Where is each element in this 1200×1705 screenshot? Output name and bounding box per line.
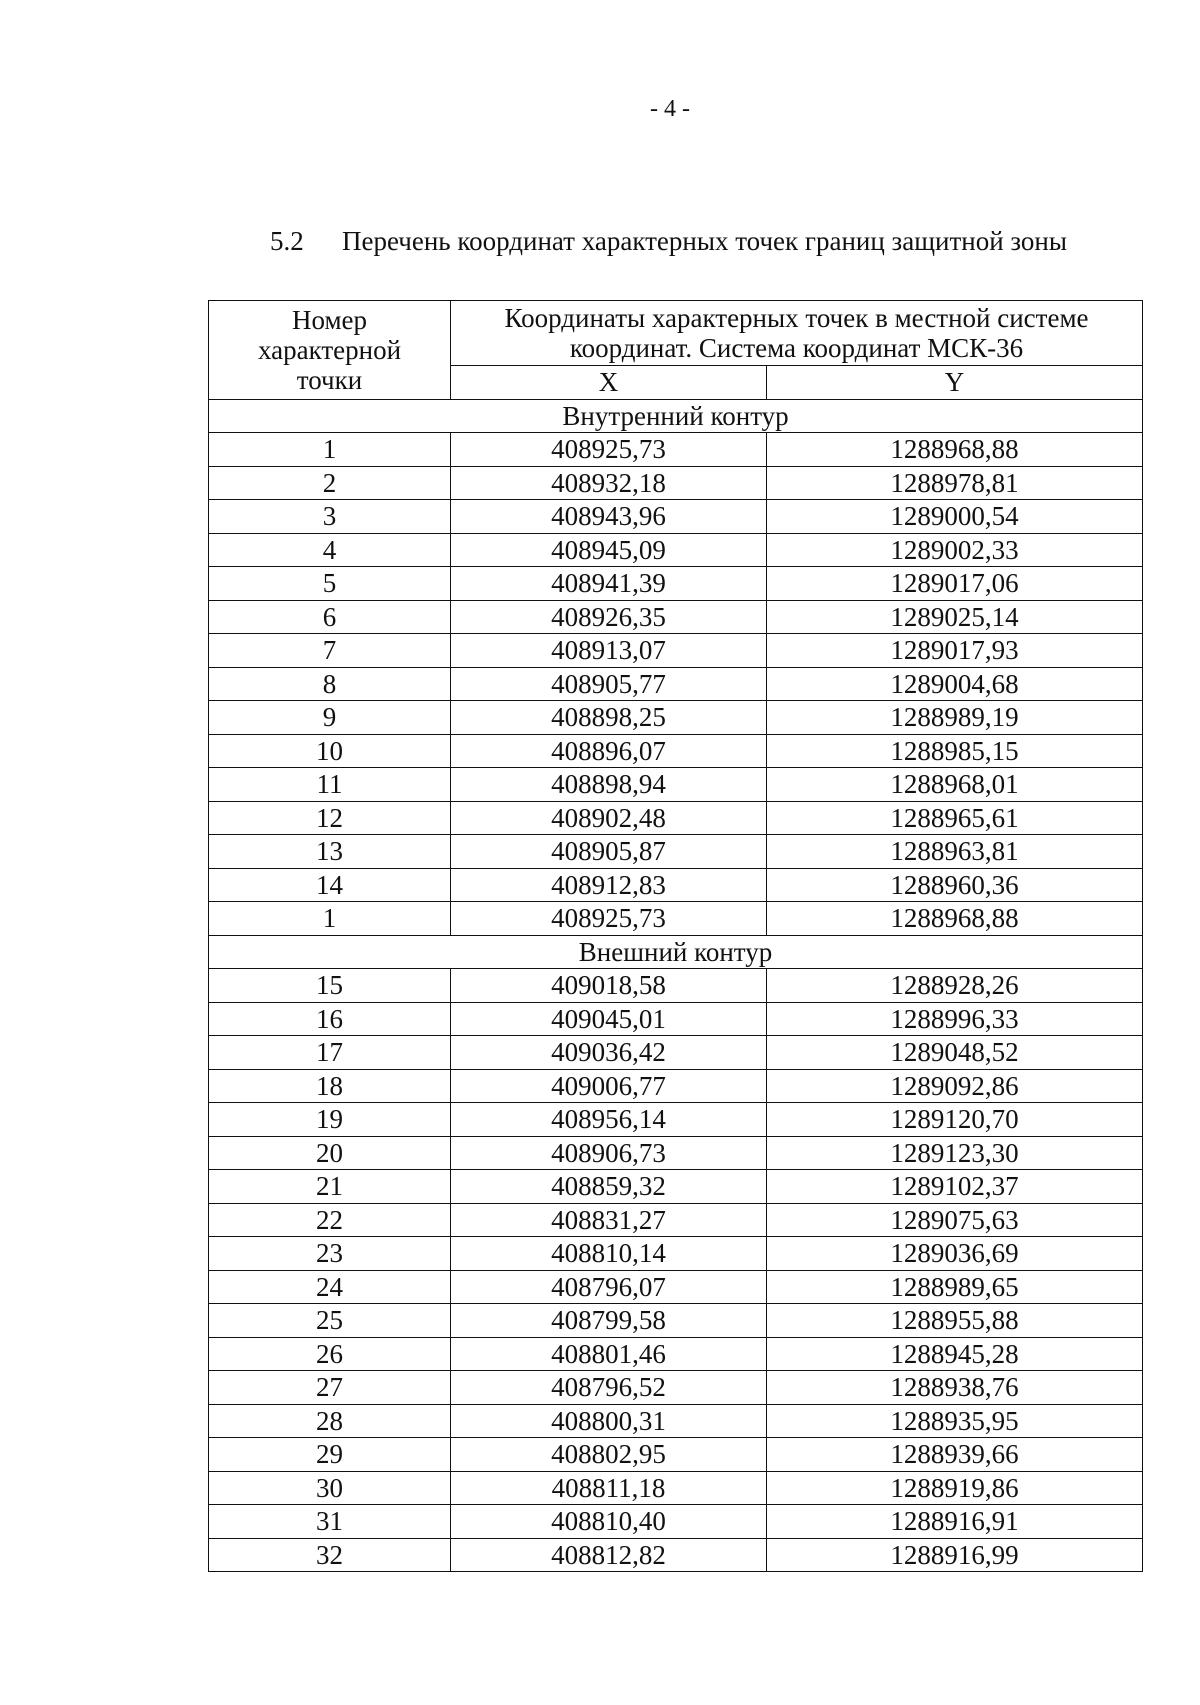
x-coordinate-cell: 409045,01 bbox=[451, 1002, 767, 1036]
table-row bbox=[209, 801, 1143, 835]
y-column-header: Y bbox=[767, 366, 1143, 400]
coordinates-table bbox=[208, 300, 1143, 1572]
x-coordinate-cell: 408802,95 bbox=[451, 1438, 767, 1472]
x-coordinate-cell: 408796,52 bbox=[451, 1371, 767, 1405]
x-coordinate-cell: 408898,25 bbox=[451, 701, 767, 735]
x-column-header: X bbox=[451, 366, 767, 400]
y-coordinate-cell: 1289048,52 bbox=[767, 1036, 1143, 1070]
table-row bbox=[209, 768, 1143, 802]
table-row bbox=[209, 1136, 1143, 1170]
table-row bbox=[209, 634, 1143, 668]
x-coordinate-cell: 408925,73 bbox=[451, 433, 767, 467]
y-coordinate-cell: 1288965,61 bbox=[767, 801, 1143, 835]
point-number-header bbox=[209, 301, 451, 400]
point-number-cell: 14 bbox=[209, 868, 451, 902]
y-coordinate-cell: 1289092,86 bbox=[767, 1069, 1143, 1103]
x-coordinate-cell: 408898,94 bbox=[451, 768, 767, 802]
table-row bbox=[209, 1404, 1143, 1438]
point-number-cell: 13 bbox=[209, 835, 451, 869]
table-row bbox=[209, 1203, 1143, 1237]
point-number-cell: 27 bbox=[209, 1371, 451, 1405]
point-number-cell: 18 bbox=[209, 1069, 451, 1103]
table-row bbox=[209, 1237, 1143, 1271]
table-row bbox=[209, 667, 1143, 701]
x-coordinate-cell: 408796,07 bbox=[451, 1270, 767, 1304]
section-number: 5.2 bbox=[270, 226, 304, 256]
y-coordinate-cell: 1289000,54 bbox=[767, 500, 1143, 534]
x-coordinate-cell: 408859,32 bbox=[451, 1170, 767, 1204]
section-row bbox=[209, 399, 1143, 433]
table-row bbox=[209, 1538, 1143, 1572]
x-coordinate-cell: 408811,18 bbox=[451, 1471, 767, 1505]
coordinates-header-line2: координат. Система координат МСК-36 bbox=[569, 333, 1024, 363]
point-number-cell: 31 bbox=[209, 1505, 451, 1539]
table-header-row bbox=[209, 301, 1143, 366]
x-coordinate-cell: 408932,18 bbox=[451, 466, 767, 500]
x-coordinate-cell: 408831,27 bbox=[451, 1203, 767, 1237]
table-row bbox=[209, 433, 1143, 467]
point-number-cell: 26 bbox=[209, 1337, 451, 1371]
section-heading bbox=[270, 226, 1067, 257]
table-row bbox=[209, 1002, 1143, 1036]
table-row bbox=[209, 1337, 1143, 1371]
x-coordinate-cell: 408925,73 bbox=[451, 902, 767, 936]
x-coordinate-cell: 408941,39 bbox=[451, 567, 767, 601]
point-number-cell: 2 bbox=[209, 466, 451, 500]
table-row bbox=[209, 1438, 1143, 1472]
point-number-cell: 10 bbox=[209, 734, 451, 768]
y-coordinate-cell: 1288938,76 bbox=[767, 1371, 1143, 1405]
y-coordinate-cell: 1289017,06 bbox=[767, 567, 1143, 601]
point-number-header-line1: Номер bbox=[291, 304, 368, 335]
coordinates-table-body bbox=[209, 301, 1143, 1572]
x-coordinate-cell: 409036,42 bbox=[451, 1036, 767, 1070]
point-number-cell: 9 bbox=[209, 701, 451, 735]
y-coordinate-cell: 1289120,70 bbox=[767, 1103, 1143, 1137]
section-title: Внутренний контур bbox=[209, 399, 1143, 433]
x-coordinate-cell: 408905,77 bbox=[451, 667, 767, 701]
x-coordinate-cell: 408906,73 bbox=[451, 1136, 767, 1170]
y-coordinate-cell: 1288968,88 bbox=[767, 433, 1143, 467]
y-coordinate-cell: 1289123,30 bbox=[767, 1136, 1143, 1170]
table-row bbox=[209, 1170, 1143, 1204]
point-number-cell: 16 bbox=[209, 1002, 451, 1036]
y-coordinate-cell: 1289102,37 bbox=[767, 1170, 1143, 1204]
table-row bbox=[209, 902, 1143, 936]
table-row bbox=[209, 567, 1143, 601]
x-coordinate-cell: 408799,58 bbox=[451, 1304, 767, 1338]
point-number-cell: 8 bbox=[209, 667, 451, 701]
x-coordinate-cell: 408926,35 bbox=[451, 600, 767, 634]
point-number-header-line3: точки bbox=[296, 364, 363, 395]
point-number-cell: 1 bbox=[209, 902, 451, 936]
point-number-cell: 19 bbox=[209, 1103, 451, 1137]
point-number-cell: 12 bbox=[209, 801, 451, 835]
table-row bbox=[209, 500, 1143, 534]
section-title: Перечень координат характерных точек границ защитной зоны bbox=[342, 226, 1067, 256]
y-coordinate-cell: 1288945,28 bbox=[767, 1337, 1143, 1371]
x-coordinate-cell: 408902,48 bbox=[451, 801, 767, 835]
y-coordinate-cell: 1288963,81 bbox=[767, 835, 1143, 869]
x-coordinate-cell: 408913,07 bbox=[451, 634, 767, 668]
x-coordinate-cell: 408905,87 bbox=[451, 835, 767, 869]
y-coordinate-cell: 1289004,68 bbox=[767, 667, 1143, 701]
table-row bbox=[209, 1471, 1143, 1505]
x-coordinate-cell: 409018,58 bbox=[451, 969, 767, 1003]
x-coordinate-cell: 408945,09 bbox=[451, 533, 767, 567]
point-number-cell: 30 bbox=[209, 1471, 451, 1505]
table-row bbox=[209, 533, 1143, 567]
point-number-cell: 25 bbox=[209, 1304, 451, 1338]
y-coordinate-cell: 1288935,95 bbox=[767, 1404, 1143, 1438]
x-coordinate-cell: 408801,46 bbox=[451, 1337, 767, 1371]
point-number-cell: 5 bbox=[209, 567, 451, 601]
x-coordinate-cell: 408810,40 bbox=[451, 1505, 767, 1539]
table-row bbox=[209, 600, 1143, 634]
table-row bbox=[209, 969, 1143, 1003]
y-coordinate-cell: 1289002,33 bbox=[767, 533, 1143, 567]
section-title: Внешний контур bbox=[209, 935, 1143, 969]
x-coordinate-cell: 408810,14 bbox=[451, 1237, 767, 1271]
point-number-cell: 6 bbox=[209, 600, 451, 634]
table-row bbox=[209, 734, 1143, 768]
point-number-header-line2: характерной bbox=[257, 334, 402, 365]
y-coordinate-cell: 1288996,33 bbox=[767, 1002, 1143, 1036]
coordinates-header-line1: Координаты характерных точек в местной системе bbox=[504, 303, 1089, 333]
point-number-cell: 23 bbox=[209, 1237, 451, 1271]
y-coordinate-cell: 1288989,19 bbox=[767, 701, 1143, 735]
y-coordinate-cell: 1288978,81 bbox=[767, 466, 1143, 500]
table-row bbox=[209, 1270, 1143, 1304]
point-number-cell: 3 bbox=[209, 500, 451, 534]
y-coordinate-cell: 1288939,66 bbox=[767, 1438, 1143, 1472]
point-number-cell: 4 bbox=[209, 533, 451, 567]
x-coordinate-cell: 408956,14 bbox=[451, 1103, 767, 1137]
point-number-cell: 1 bbox=[209, 433, 451, 467]
table-row bbox=[209, 1036, 1143, 1070]
table-row bbox=[209, 1371, 1143, 1405]
y-coordinate-cell: 1288919,86 bbox=[767, 1471, 1143, 1505]
coordinates-header bbox=[451, 301, 1143, 366]
y-coordinate-cell: 1288928,26 bbox=[767, 969, 1143, 1003]
table-row bbox=[209, 835, 1143, 869]
y-coordinate-cell: 1288968,88 bbox=[767, 902, 1143, 936]
x-coordinate-cell: 408800,31 bbox=[451, 1404, 767, 1438]
y-coordinate-cell: 1289025,14 bbox=[767, 600, 1143, 634]
point-number-cell: 21 bbox=[209, 1170, 451, 1204]
point-number-cell: 7 bbox=[209, 634, 451, 668]
point-number-cell: 11 bbox=[209, 768, 451, 802]
point-number-cell: 29 bbox=[209, 1438, 451, 1472]
y-coordinate-cell: 1288916,99 bbox=[767, 1538, 1143, 1572]
x-coordinate-cell: 408912,83 bbox=[451, 868, 767, 902]
point-number-cell: 24 bbox=[209, 1270, 451, 1304]
y-coordinate-cell: 1289017,93 bbox=[767, 634, 1143, 668]
y-coordinate-cell: 1288960,36 bbox=[767, 868, 1143, 902]
point-number-cell: 20 bbox=[209, 1136, 451, 1170]
point-number-cell: 28 bbox=[209, 1404, 451, 1438]
x-coordinate-cell: 408896,07 bbox=[451, 734, 767, 768]
table-row bbox=[209, 1103, 1143, 1137]
table-row bbox=[209, 1069, 1143, 1103]
table-row bbox=[209, 701, 1143, 735]
table-row bbox=[209, 868, 1143, 902]
y-coordinate-cell: 1288916,91 bbox=[767, 1505, 1143, 1539]
x-coordinate-cell: 408812,82 bbox=[451, 1538, 767, 1572]
y-coordinate-cell: 1288955,88 bbox=[767, 1304, 1143, 1338]
table-row bbox=[209, 466, 1143, 500]
section-row bbox=[209, 935, 1143, 969]
y-coordinate-cell: 1288989,65 bbox=[767, 1270, 1143, 1304]
x-coordinate-cell: 408943,96 bbox=[451, 500, 767, 534]
y-coordinate-cell: 1289075,63 bbox=[767, 1203, 1143, 1237]
page-number: - 4 - bbox=[650, 96, 690, 122]
y-coordinate-cell: 1289036,69 bbox=[767, 1237, 1143, 1271]
y-coordinate-cell: 1288985,15 bbox=[767, 734, 1143, 768]
point-number-cell: 22 bbox=[209, 1203, 451, 1237]
table-row bbox=[209, 1304, 1143, 1338]
table-row bbox=[209, 1505, 1143, 1539]
point-number-cell: 15 bbox=[209, 969, 451, 1003]
x-coordinate-cell: 409006,77 bbox=[451, 1069, 767, 1103]
point-number-cell: 17 bbox=[209, 1036, 451, 1070]
point-number-cell: 32 bbox=[209, 1538, 451, 1572]
y-coordinate-cell: 1288968,01 bbox=[767, 768, 1143, 802]
